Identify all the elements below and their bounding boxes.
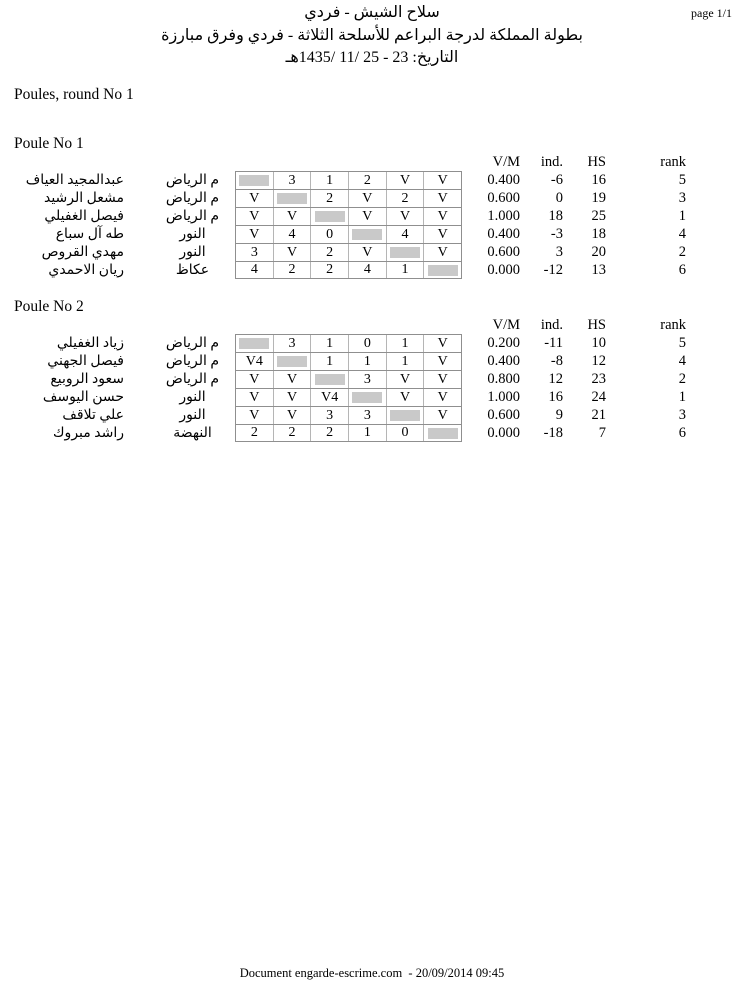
rank-value: 5 <box>678 171 686 188</box>
score-cell: V <box>249 190 260 206</box>
fencer-name: عبدالمجيد العياف <box>25 172 124 188</box>
score-cell: V <box>348 208 386 225</box>
club-name: النور <box>179 226 206 242</box>
rank-header: rank <box>660 154 686 170</box>
score-strip <box>235 171 462 189</box>
diagonal-cell <box>310 208 348 225</box>
hs-value: 25 <box>591 207 606 224</box>
poule-rows <box>14 171 720 279</box>
score-cell: V <box>423 208 461 225</box>
club-name: م الرياض <box>165 208 220 224</box>
score-cell: 2 <box>310 244 348 261</box>
rank-value: 6 <box>678 424 686 441</box>
diagonal-bar <box>390 410 420 421</box>
score-strip <box>235 261 462 279</box>
score-cell: 2 <box>386 190 424 207</box>
score-strip <box>235 388 462 406</box>
diagonal-bar <box>315 374 345 385</box>
club-name: م الرياض <box>165 190 220 206</box>
score-cell: V <box>273 389 311 406</box>
score-cell: 2 <box>250 425 258 440</box>
vm-value: 1.000 <box>487 388 520 405</box>
fencer-name: مشعل الرشيد <box>43 190 124 206</box>
score-cell: V <box>423 335 461 352</box>
score-cell: V <box>249 389 260 405</box>
score-cell: 1 <box>348 425 386 441</box>
poule-title: Poule No 1 <box>14 135 84 152</box>
poule-title: Poule No 2 <box>14 298 84 315</box>
hs-value: 13 <box>591 261 606 278</box>
diagonal-cell <box>386 244 424 261</box>
club-name: م الرياض <box>165 335 220 351</box>
ind-value: 16 <box>548 388 563 405</box>
score-cell: V <box>423 190 461 207</box>
poule-rows <box>14 334 720 442</box>
poule-row <box>14 352 720 370</box>
score-cell: 3 <box>310 407 348 424</box>
tournament-date: التاريخ: 23 - 25 /11 /1435هـ <box>285 49 459 66</box>
score-strip <box>235 207 462 225</box>
score-cell: 4 <box>386 226 424 243</box>
diagonal-bar <box>352 229 382 240</box>
score-cell: V <box>423 389 461 406</box>
score-cell: 2 <box>310 425 348 441</box>
hs-value: 12 <box>591 352 606 369</box>
diagonal-bar <box>390 247 420 258</box>
poule-row <box>14 261 720 279</box>
ind-header: ind. <box>540 317 563 333</box>
fencer-name: فيصل الغفيلي <box>44 208 124 224</box>
ind-value: -12 <box>543 261 563 278</box>
vm-value: 1.000 <box>487 207 520 224</box>
score-cell: 1 <box>386 353 424 370</box>
hs-value: 24 <box>591 388 606 405</box>
diagonal-cell <box>386 407 424 424</box>
score-cell: V <box>386 389 424 406</box>
page-number: page 1/1 <box>691 6 732 20</box>
ind-value: 0 <box>555 189 563 206</box>
vm-header: V/M <box>492 154 520 170</box>
diagonal-cell <box>273 190 311 207</box>
hs-header: HS <box>587 154 606 170</box>
vm-value: 0.400 <box>487 171 520 188</box>
score-cell: V <box>273 208 311 225</box>
score-cell: 2 <box>310 262 348 278</box>
diagonal-bar <box>315 211 345 222</box>
score-cell: V <box>423 244 461 261</box>
score-cell: 1 <box>310 335 348 352</box>
club-name: النهضة <box>173 425 212 441</box>
diagonal-cell <box>310 371 348 388</box>
ind-value: -3 <box>550 225 563 242</box>
hs-value: 23 <box>591 370 606 387</box>
score-strip <box>235 334 462 352</box>
score-cell: V <box>273 244 311 261</box>
score-cell: 3 <box>273 172 311 189</box>
score-cell: V <box>423 172 461 189</box>
score-cell: V4 <box>245 353 263 369</box>
score-cell: 1 <box>348 353 386 370</box>
stats-header-row <box>14 154 720 171</box>
rank-value: 1 <box>678 207 686 224</box>
vm-header: V/M <box>492 317 520 333</box>
diagonal-bar <box>352 392 382 403</box>
document-header <box>0 2 744 70</box>
rank-value: 2 <box>678 370 686 387</box>
score-cell: 1 <box>386 335 424 352</box>
hs-value: 21 <box>591 406 606 423</box>
fencer-name: سعود الروبيع <box>50 371 124 387</box>
diagonal-bar <box>428 265 458 276</box>
score-cell: V <box>249 208 260 224</box>
fencer-name: زياد الغفيلي <box>56 335 124 351</box>
score-cell: V <box>273 407 311 424</box>
score-cell: 2 <box>273 262 311 278</box>
score-cell: 3 <box>348 407 386 424</box>
hs-value: 7 <box>598 424 606 441</box>
poule-row <box>14 406 720 424</box>
vm-value: 0.800 <box>487 370 520 387</box>
score-cell: V <box>423 371 461 388</box>
score-cell: V <box>249 407 260 423</box>
rank-value: 3 <box>678 406 686 423</box>
fencer-name: راشد مبروك <box>53 425 124 441</box>
ind-value: 9 <box>555 406 563 423</box>
vm-value: 0.200 <box>487 334 520 351</box>
fencer-name: مهدي القروص <box>41 244 124 260</box>
score-cell: 3 <box>273 335 311 352</box>
club-name: م الرياض <box>165 353 220 369</box>
score-cell: V <box>423 407 461 424</box>
score-strip <box>235 370 462 388</box>
score-strip <box>235 352 462 370</box>
score-cell: V <box>386 172 424 189</box>
hs-value: 10 <box>591 334 606 351</box>
score-cell: 0 <box>386 425 424 441</box>
weapon-title: سلاح الشيش - فردي <box>304 4 440 21</box>
club-name: م الرياض <box>165 371 220 387</box>
diagonal-bar <box>277 193 307 204</box>
ind-value: 12 <box>548 370 563 387</box>
score-cell: 2 <box>348 172 386 189</box>
poule-row <box>14 388 720 406</box>
score-cell: 4 <box>273 226 311 243</box>
score-cell: V <box>249 371 260 387</box>
poule-row <box>14 189 720 207</box>
poule-section-1 <box>14 135 720 279</box>
club-name: م الرياض <box>165 172 220 188</box>
score-cell: 2 <box>273 425 311 441</box>
poule-row <box>14 370 720 388</box>
rank-value: 3 <box>678 189 686 206</box>
rank-value: 2 <box>678 243 686 260</box>
diagonal-bar <box>239 338 269 349</box>
poule-row <box>14 424 720 442</box>
diagonal-cell <box>273 353 311 370</box>
score-cell: V <box>386 208 424 225</box>
score-cell: 1 <box>310 172 348 189</box>
poule-row <box>14 171 720 189</box>
diagonal-cell <box>236 172 273 189</box>
rank-value: 4 <box>678 352 686 369</box>
hs-header: HS <box>587 317 606 333</box>
vm-value: 0.400 <box>487 225 520 242</box>
score-cell: 3 <box>348 371 386 388</box>
fencer-name: علي تلاقف <box>62 407 124 423</box>
score-cell: 0 <box>348 335 386 352</box>
poule-row <box>14 225 720 243</box>
ind-header: ind. <box>540 154 563 170</box>
diagonal-cell <box>348 389 386 406</box>
score-cell: 3 <box>250 244 258 260</box>
diagonal-cell <box>236 335 273 352</box>
diagonal-bar <box>239 175 269 186</box>
hs-value: 20 <box>591 243 606 260</box>
score-cell: 1 <box>386 262 424 278</box>
score-cell: 4 <box>348 262 386 278</box>
poule-row <box>14 207 720 225</box>
ind-value: -18 <box>543 424 563 441</box>
club-name: النور <box>179 244 206 260</box>
ind-value: -6 <box>550 171 563 188</box>
tournament-name: بطولة المملكة لدرجة البراعم للأسلحة الثلاثة - فردي وفرق مبارزة <box>161 26 583 44</box>
score-cell: 2 <box>310 190 348 207</box>
ind-value: 18 <box>548 207 563 224</box>
club-name: النور <box>179 389 206 405</box>
fencer-name: حسن اليوسف <box>42 389 124 405</box>
score-strip <box>235 189 462 207</box>
score-cell: V <box>249 226 260 242</box>
score-cell: V <box>423 226 461 243</box>
fencer-name: ريان الاحمدي <box>48 262 124 278</box>
club-name: عكاظ <box>175 262 210 278</box>
score-cell: V <box>273 371 311 388</box>
score-strip <box>235 225 462 243</box>
rank-header: rank <box>660 317 686 333</box>
fencer-name: فيصل الجهني <box>47 353 124 369</box>
ind-value: -8 <box>550 352 563 369</box>
score-cell: V4 <box>310 389 348 406</box>
stats-header-row <box>14 317 720 334</box>
score-cell: V <box>386 371 424 388</box>
score-cell: 4 <box>250 262 258 277</box>
score-cell: V <box>423 353 461 370</box>
score-cell: 1 <box>310 353 348 370</box>
fencer-name: طه آل سباع <box>55 226 124 242</box>
vm-value: 0.000 <box>487 261 520 278</box>
poule-section-2 <box>14 298 720 442</box>
club-name: النور <box>179 407 206 423</box>
footer-text: Document engarde-escrime.com - 20/09/2014 09:45 <box>239 966 505 980</box>
rank-value: 5 <box>678 334 686 351</box>
section-title: Poules, round No 1 <box>14 86 134 103</box>
rank-value: 1 <box>678 388 686 405</box>
diagonal-bar <box>428 428 458 439</box>
score-strip <box>235 406 462 424</box>
vm-value: 0.600 <box>487 406 520 423</box>
poule-row <box>14 243 720 261</box>
poule-row <box>14 334 720 352</box>
score-cell: V <box>348 190 386 207</box>
ind-value: 3 <box>555 243 563 260</box>
vm-value: 0.400 <box>487 352 520 369</box>
rank-value: 6 <box>678 261 686 278</box>
score-strip <box>235 424 462 442</box>
score-cell: V <box>348 244 386 261</box>
score-strip <box>235 243 462 261</box>
ind-value: -11 <box>544 334 563 351</box>
vm-value: 0.000 <box>487 424 520 441</box>
score-cell: 0 <box>310 226 348 243</box>
diagonal-cell <box>423 425 461 441</box>
hs-value: 18 <box>591 225 606 242</box>
diagonal-bar <box>277 356 307 367</box>
vm-value: 0.600 <box>487 243 520 260</box>
hs-value: 16 <box>591 171 606 188</box>
diagonal-cell <box>348 226 386 243</box>
rank-value: 4 <box>678 225 686 242</box>
diagonal-cell <box>423 262 461 278</box>
hs-value: 19 <box>591 189 606 206</box>
vm-value: 0.600 <box>487 189 520 206</box>
